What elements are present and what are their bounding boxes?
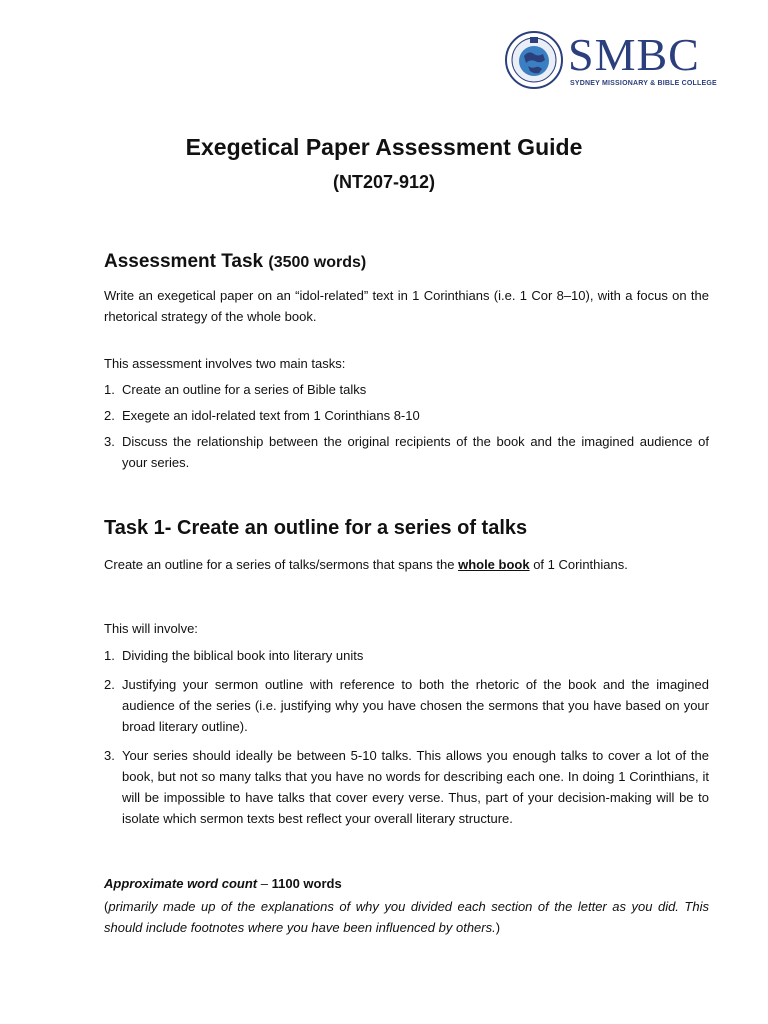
brand-name: SMBC <box>568 29 700 80</box>
list-number: 1. <box>104 648 115 663</box>
involve-intro: This will involve: <box>104 621 198 636</box>
tasks-intro: This assessment involves two main tasks: <box>104 356 346 371</box>
list-number: 1. <box>104 382 115 397</box>
list-text: Create an outline for a series of Bible talks <box>122 382 367 397</box>
list-number: 2. <box>104 677 115 692</box>
task1-intro-after: of 1 Corinthians. <box>529 557 628 572</box>
word-count-line <box>104 873 709 894</box>
list-item <box>104 379 709 400</box>
list-number: 2. <box>104 408 115 423</box>
task1-intro-emphasis: whole book <box>458 557 530 572</box>
list-item <box>104 745 709 829</box>
assessment-intro: Write an exegetical paper on an “idol-related” text in 1 Corinthians (i.e. 1 Cor 8–10), with a focus on the rhetorical strategy of the whole book. <box>104 288 709 324</box>
list-text: Exegete an idol-related text from 1 Corinthians 8-10 <box>122 408 420 423</box>
word-count-dash: – <box>257 876 272 891</box>
list-text: Your series should ideally be between 5-10 talks. This allows you enough talks to cover a lot of the book, but not so many talks that you have no words for describing each one. In doing 1 Corinthians, it will be impossible to have talks that cover every verse. Thus, part of your decision-making will be to isolate which sermon texts best reflect your overall literary structure. <box>122 748 709 826</box>
college-seal-icon <box>504 30 564 90</box>
page-title: Exegetical Paper Assessment Guide <box>185 134 583 160</box>
list-number: 3. <box>104 434 115 449</box>
assessment-heading-text: Assessment Task <box>104 251 264 272</box>
word-count-value: 1100 words <box>271 876 342 891</box>
note-open: ( <box>104 899 109 914</box>
task1-intro-before: Create an outline for a series of talks/sermons that spans the <box>104 557 459 572</box>
list-item <box>104 431 709 473</box>
brand-subtitle: SYDNEY MISSIONARY & BIBLE COLLEGE <box>570 80 717 87</box>
list-item <box>104 405 709 426</box>
task1-intro <box>104 554 709 575</box>
list-item <box>104 674 709 737</box>
tasks-list <box>104 379 709 473</box>
word-count-note <box>104 896 709 938</box>
assessment-word-count: (3500 words) <box>268 254 367 271</box>
involve-list <box>104 645 709 829</box>
list-text: Justifying your sermon outline with reference to both the rhetoric of the book and the imagined audience of the series (i.e. justifying why you have chosen the sermons that you have based on your broad literary outline). <box>122 677 709 734</box>
list-number: 3. <box>104 748 115 763</box>
list-text: Discuss the relationship between the original recipients of the book and the imagined audience of your series. <box>122 434 709 470</box>
list-item <box>104 645 709 666</box>
word-count-label: Approximate word count <box>104 876 258 891</box>
college-logo <box>504 29 717 94</box>
course-code: (NT207-912) <box>332 172 436 192</box>
list-text: Dividing the biblical book into literary units <box>122 648 364 663</box>
task1-heading: Task 1- Create an outline for a series of talks <box>104 517 528 539</box>
note-close: ) <box>495 920 501 935</box>
note-text: primarily made up of the explanations of why you divided each section of the letter as you did. This should include footnotes where you have been influenced by others. <box>104 899 709 935</box>
assessment-heading <box>104 251 366 273</box>
